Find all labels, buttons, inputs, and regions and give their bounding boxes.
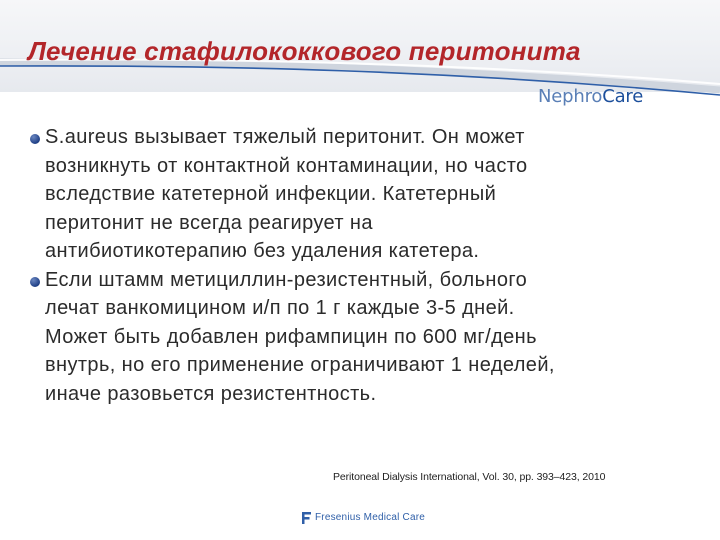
nephrocare-logo	[538, 86, 643, 107]
bullet-line: S.aureus вызывает тяжелый перитонит. Он может	[45, 126, 525, 148]
bullet-text	[45, 123, 696, 266]
fresenius-logo-text: Fresenius Medical Care	[315, 512, 425, 523]
bullet-list	[26, 123, 696, 408]
bullet-text	[45, 266, 696, 409]
bullet-line: возникнуть от контактной контаминации, но часто	[45, 154, 528, 177]
bullet-line: внутрь, но его применение ограничивают 1 неделей,	[45, 354, 555, 376]
citation-reference: Peritoneal Dialysis International, Vol. 30, pp. 393–423, 2010	[333, 471, 606, 483]
bullet-line: лечат ванкомицином и/п по 1 г каждые 3-5 дней.	[45, 297, 515, 319]
fresenius-mark-icon	[301, 511, 312, 525]
bullet-item-2	[26, 266, 696, 409]
brand-prefix: Nephro	[538, 86, 603, 107]
bullet-icon	[30, 277, 40, 287]
bullet-line: перитонит не всегда реагирует на	[45, 211, 373, 234]
bullet-line: иначе разовьется резистентность.	[45, 382, 377, 405]
bullet-line: вследствие катетерной инфекции. Катетерный	[45, 183, 497, 205]
bullet-line: Может быть добавлен рифампицин по 600 мг/день	[45, 325, 537, 348]
bullet-icon	[30, 134, 40, 144]
brand-suffix: Care	[602, 86, 644, 107]
bullet-line: антибиотикотерапию без удаления катетера.	[45, 240, 480, 262]
bullet-line: Если штамм метициллин-резистентный, больного	[45, 268, 528, 291]
bullet-item-1	[26, 123, 696, 266]
slide-title: Лечение стафилококкового перитонита	[28, 36, 581, 66]
